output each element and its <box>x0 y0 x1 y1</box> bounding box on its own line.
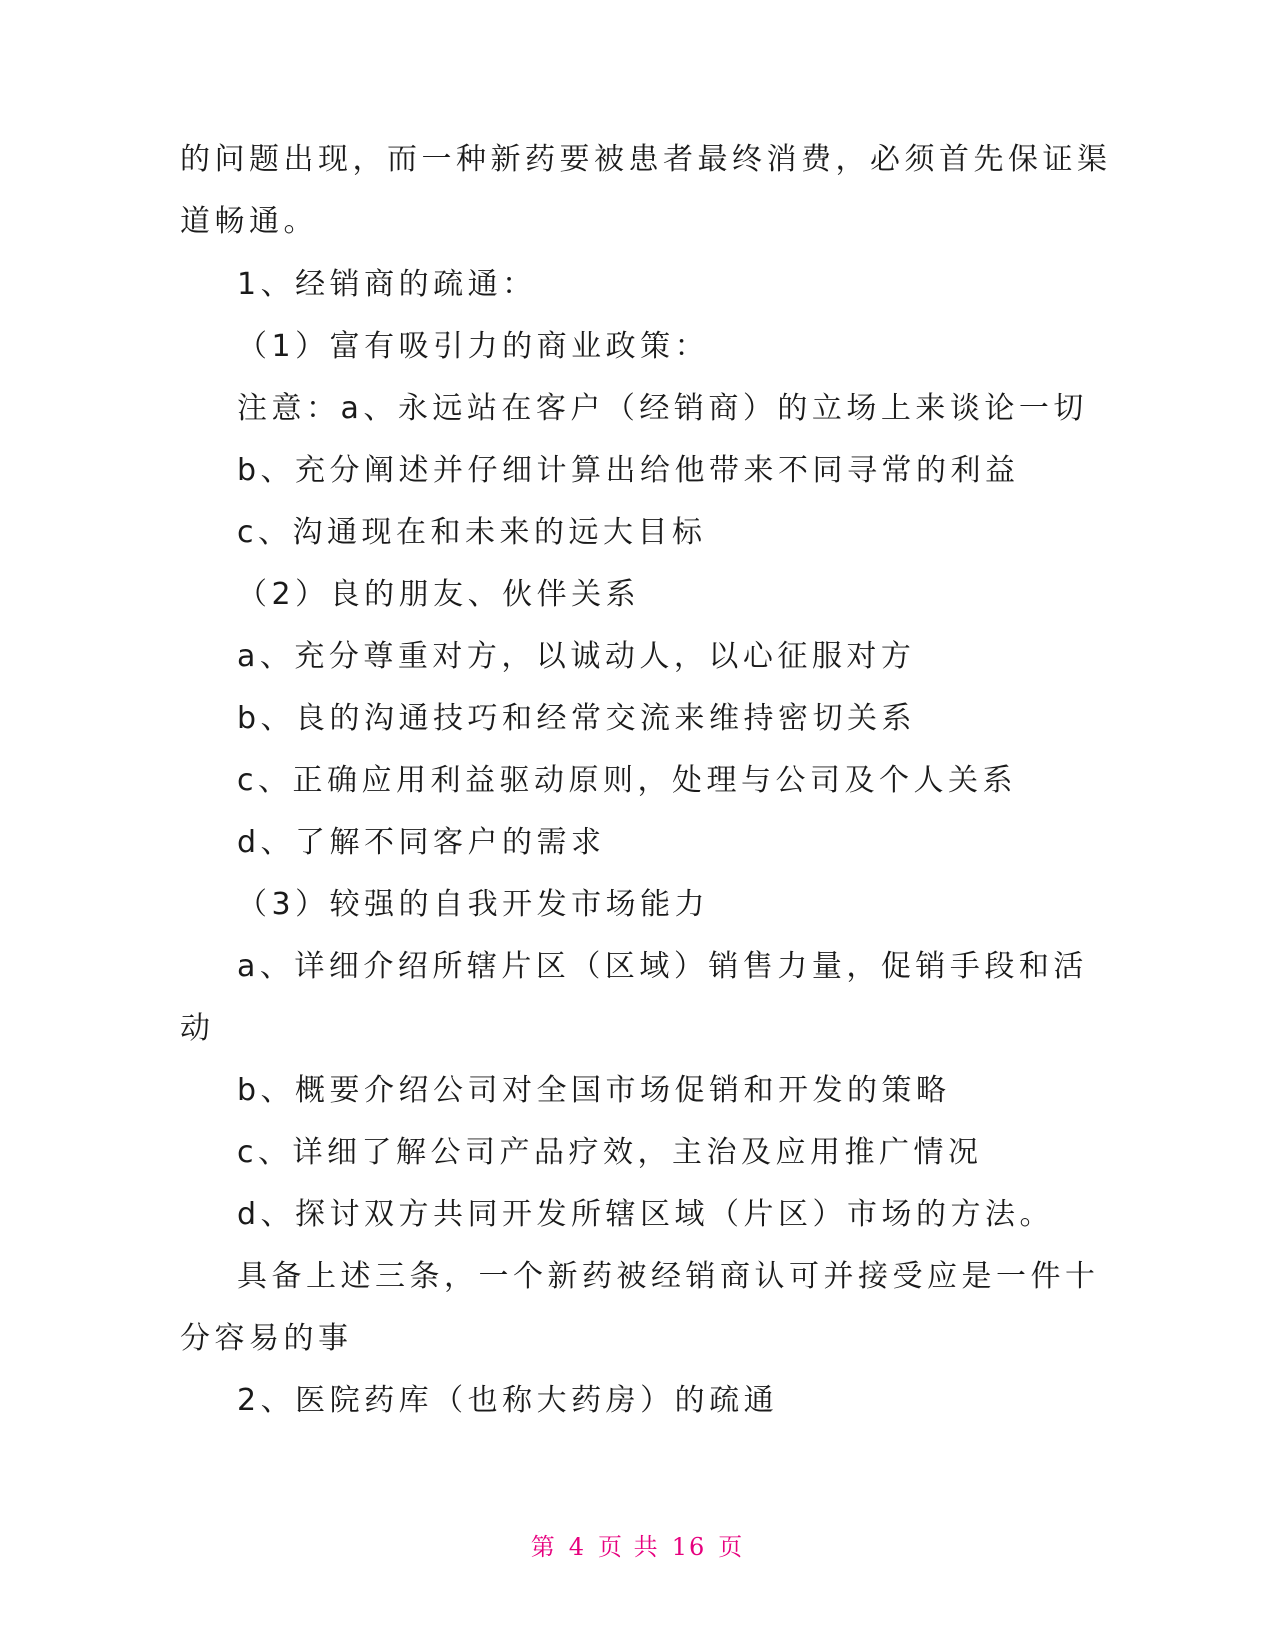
paragraph-line: 具备上述三条，一个新药被经销商认可并接受应是一件十 <box>237 1259 1100 1294</box>
page-footer <box>0 1532 1275 1562</box>
list-item: b、良的沟通技巧和经常交流来维持密切关系 <box>237 701 917 736</box>
list-item: d、了解不同客户的需求 <box>237 825 606 860</box>
current-page-number: 4 <box>568 1533 587 1561</box>
footer-middle: 页 共 <box>598 1533 660 1561</box>
subsection-heading: （1）富有吸引力的商业政策： <box>237 329 710 364</box>
list-item: a、详细介绍所辖片区（区域）销售力量，促销手段和活 <box>237 949 1088 984</box>
section-heading: 2、医院药库（也称大药房）的疏通 <box>237 1383 779 1418</box>
total-page-count: 16 <box>671 1533 707 1561</box>
list-item: c、沟通现在和未来的远大目标 <box>237 515 707 550</box>
list-item: d、探讨双方共同开发所辖区域（片区）市场的方法。 <box>237 1197 1055 1232</box>
paragraph-line: 分容易的事 <box>180 1321 353 1356</box>
list-item: a、充分尊重对方，以诚动人，以心征服对方 <box>237 639 916 674</box>
list-item: c、正确应用利益驱动原则，处理与公司及个人关系 <box>237 763 1017 798</box>
subsection-heading: （2）良的朋友、伙伴关系 <box>237 577 641 612</box>
paragraph-line: 的问题出现，而一种新药要被患者最终消费，必须首先保证渠 <box>180 142 1112 177</box>
list-item: c、详细了解公司产品疗效，主治及应用推广情况 <box>237 1135 983 1170</box>
list-item: 注意：a、永远站在客户（经销商）的立场上来谈论一切 <box>237 391 1088 426</box>
subsection-heading: （3）较强的自我开发市场能力 <box>237 887 710 922</box>
paragraph-line: 道畅通。 <box>180 204 318 239</box>
section-heading: 1、经销商的疏通： <box>237 267 537 302</box>
list-item: b、充分阐述并仔细计算出给他带来不同寻常的利益 <box>237 453 1020 488</box>
list-item-continuation: 动 <box>180 1011 215 1046</box>
footer-prefix: 第 <box>530 1533 557 1561</box>
list-item: b、概要介绍公司对全国市场促销和开发的策略 <box>237 1073 951 1108</box>
footer-suffix: 页 <box>718 1533 745 1561</box>
